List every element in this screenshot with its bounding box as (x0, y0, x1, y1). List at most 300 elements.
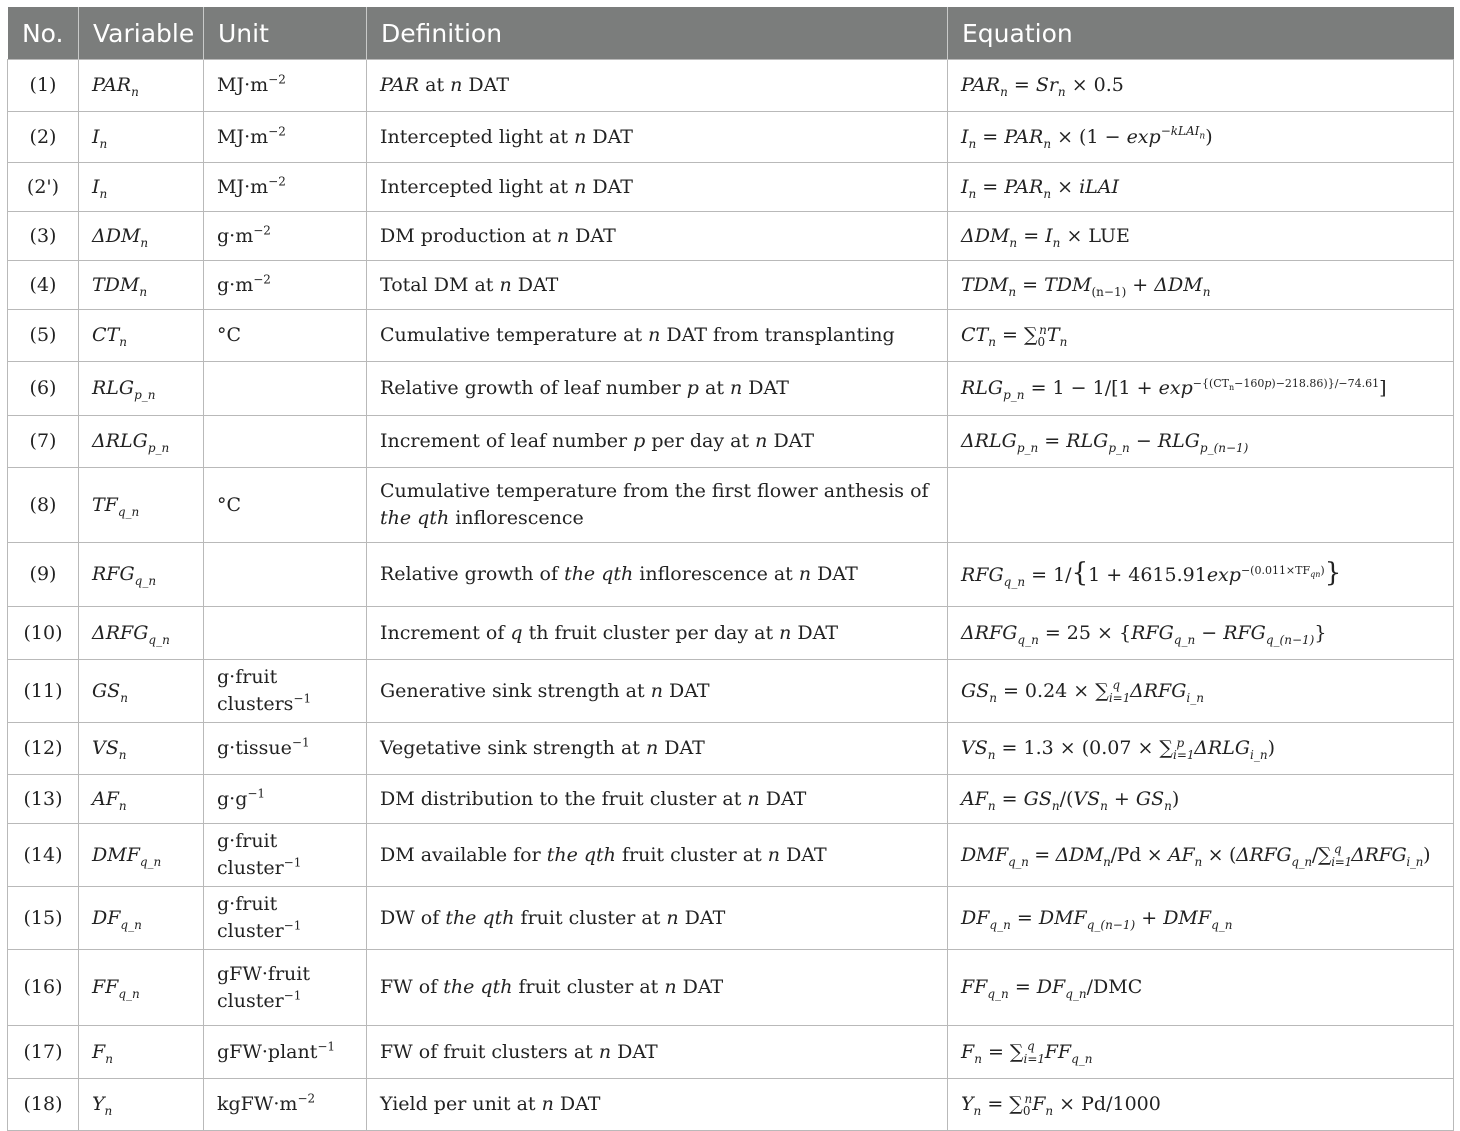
definition-part: DM distribution to the fruit cluster at (380, 787, 748, 810)
definition-part: Relative growth of leaf number (380, 377, 687, 399)
table-row (8, 212, 1454, 261)
equation-part: p_n (1108, 440, 1130, 455)
equation-part: × (1 − (1051, 125, 1127, 148)
equation-part: GS (1023, 787, 1052, 810)
row-number: (7) (8, 416, 79, 468)
variable-subscript: n (139, 284, 148, 299)
row-number: (13) (8, 775, 79, 824)
unit-exponent: −2 (268, 174, 286, 189)
equation-cell (948, 416, 1454, 468)
equation-part: n (1045, 1103, 1054, 1118)
equation-part: n (1039, 322, 1047, 337)
table-row (8, 1079, 1454, 1131)
definition-cell (367, 468, 948, 543)
unit-cell (204, 824, 367, 887)
equation-part: /Pd × (1110, 843, 1169, 866)
equation-cell (948, 60, 1454, 112)
variable-subscript: q_n (118, 986, 140, 1001)
equation-part: n (1052, 235, 1061, 250)
equation-part: = ∑ (981, 1093, 1023, 1115)
definition-cell (367, 887, 948, 950)
row-number: (15) (8, 887, 79, 950)
variable-cell (79, 660, 204, 723)
unit-exponent: −1 (283, 855, 302, 870)
unit-text: g·fruit cluster (217, 830, 284, 879)
variable-cell (79, 887, 204, 950)
equation-part: n (1051, 798, 1060, 813)
equation-part: TDM (961, 273, 1009, 296)
equation-part: GS (961, 679, 990, 702)
definition-part: Generative sink strength at (380, 679, 651, 702)
variable-subscript: n (105, 1051, 113, 1066)
unit-cell (204, 723, 367, 775)
definition-part: n (666, 906, 679, 929)
equation-part: = (976, 125, 1005, 148)
equation-part: RLG (1066, 430, 1109, 452)
equation-part: exp (1206, 564, 1241, 586)
equation-part: n (1043, 136, 1052, 151)
variable-subscript: n (99, 186, 108, 201)
equation-part: q_n (1291, 854, 1312, 869)
equation-part: × LUE (1060, 224, 1130, 247)
equation-part: = (1038, 430, 1067, 452)
equation-part: − (1195, 621, 1224, 644)
equation-part: i=1 (1331, 854, 1352, 869)
unit-cell (204, 163, 367, 212)
unit-cell (204, 1026, 367, 1079)
row-number: (12) (8, 723, 79, 775)
equation-part: GS (1135, 787, 1165, 810)
equation-part: VS (1073, 787, 1101, 810)
definition-cell (367, 660, 948, 723)
variable-subscript: n (118, 747, 127, 762)
equation-cell (948, 1079, 1454, 1131)
equation-part: )−218.86)}/−74.61 (1271, 376, 1380, 390)
definition-part: DM production at (380, 224, 557, 247)
definition-part: p (686, 377, 699, 399)
equation-part: −kLAI (1160, 124, 1200, 139)
definition-part: n (648, 324, 661, 346)
equation-part: n (1059, 334, 1068, 349)
equation-part: ) (1267, 737, 1276, 759)
equation-part: 0 (1037, 334, 1046, 349)
equation-part: × ( (1201, 843, 1237, 866)
variables-table-container (7, 7, 1453, 1131)
equation-part: ] (1379, 377, 1387, 399)
definition-part: DAT (586, 175, 633, 198)
table-row (8, 723, 1454, 775)
variable-cell (79, 723, 204, 775)
equation-part: ΔDM (1055, 843, 1104, 866)
variable-subscript: p_n (134, 387, 156, 402)
row-number: (8) (8, 468, 79, 543)
equation-part: TDM (1044, 273, 1092, 296)
unit-exponent: −1 (317, 1039, 336, 1054)
variable-subscript: p_n (147, 440, 170, 455)
equation-cell (948, 112, 1454, 163)
equation-part: n (1199, 131, 1206, 142)
equation-part: = 1 − 1/[1 + (1024, 377, 1159, 399)
equation-part: n (1100, 798, 1108, 813)
unit-cell (204, 261, 367, 310)
table-row (8, 416, 1454, 468)
table-row (8, 1026, 1454, 1079)
variables-table (7, 7, 1454, 1131)
row-number: (5) (8, 310, 79, 362)
equation-part: = ∑ (981, 1040, 1024, 1063)
equation-part: + (1135, 906, 1164, 929)
definition-part: n (574, 175, 587, 198)
equation-part: × (1051, 175, 1080, 198)
variable-symbol: GS (92, 679, 121, 702)
unit-text: g·g (217, 787, 248, 810)
equation-part: ΔRFG (1351, 843, 1407, 866)
row-number: (2) (8, 112, 79, 163)
header-variable: Variable (79, 7, 204, 60)
definition-part: n (541, 1093, 554, 1115)
equation-cell (948, 607, 1454, 660)
variable-cell (79, 362, 204, 416)
definition-part: DAT (676, 976, 724, 998)
table-row (8, 887, 1454, 950)
unit-cell (204, 416, 367, 468)
definition-part: n (574, 125, 587, 148)
definition-part: Relative growth of (380, 563, 565, 585)
definition-part: DAT from transplanting (660, 324, 895, 346)
equation-part: n (1000, 84, 1008, 99)
equation-part: = (1010, 906, 1039, 929)
equation-part: T (1046, 324, 1060, 346)
equation-part: = (1028, 843, 1056, 866)
definition-part: DAT (462, 74, 510, 96)
variable-subscript: n (99, 136, 108, 151)
unit-exponent: −2 (297, 1091, 316, 1106)
unit-exponent: −1 (283, 988, 302, 1003)
equation-part: p_n (1016, 440, 1039, 455)
definition-part: Increment of (380, 621, 511, 644)
definition-part: Intercepted light at (380, 125, 575, 148)
definition-cell (367, 310, 948, 362)
unit-cell (204, 660, 367, 723)
unit-cell (204, 1079, 367, 1131)
row-number: (18) (8, 1079, 79, 1131)
table-row (8, 607, 1454, 660)
equation-part: n (987, 798, 996, 813)
unit-cell (204, 950, 367, 1026)
equation-part: I (1045, 224, 1053, 247)
definition-part: n (645, 737, 659, 759)
definition-cell (367, 824, 948, 887)
definition-part: DAT (553, 1093, 601, 1115)
variable-cell (79, 60, 204, 112)
equation-part: i=1 (1172, 747, 1195, 762)
definition-part: n (730, 377, 743, 399)
table-row (8, 60, 1454, 112)
definition-part: DAT (780, 843, 827, 866)
definition-part: inflorescence at (633, 563, 799, 585)
row-number: (4) (8, 261, 79, 310)
equation-part: i_n (1250, 747, 1268, 762)
equation-part: ΔRFG (1130, 679, 1187, 702)
equation-part: −(0.011×TF (1240, 563, 1311, 577)
unit-cell (204, 362, 367, 416)
equation-part: ) (1205, 125, 1213, 148)
definition-part: n (755, 430, 768, 452)
row-number: (2') (8, 163, 79, 212)
unit-text: MJ·m (217, 125, 269, 148)
unit-cell (204, 887, 367, 950)
row-number: (9) (8, 543, 79, 607)
equation-part: p_n (1003, 387, 1025, 402)
definition-part: the qth (546, 843, 616, 866)
equation-part: q_n (1003, 574, 1026, 589)
definition-part: n (767, 843, 781, 866)
definition-part: at (419, 74, 451, 96)
variable-subscript: n (104, 1103, 113, 1118)
row-number: (14) (8, 824, 79, 887)
equation-part: q_n (1173, 632, 1196, 647)
definition-part: Total DM at (380, 273, 500, 296)
equation-part: ) (1171, 787, 1180, 810)
equation-part: /DMC (1086, 976, 1143, 998)
definition-part: DAT (611, 1040, 658, 1063)
equation-part: n (1043, 186, 1052, 201)
definition-part: at (698, 377, 731, 399)
unit-exponent: −2 (268, 72, 286, 87)
variable-subscript: q_n (117, 504, 140, 519)
definition-cell (367, 416, 948, 468)
row-number: (10) (8, 607, 79, 660)
equation-part: } (1324, 558, 1342, 588)
equation-part: ΔRLG (961, 430, 1017, 452)
equation-part: FF (961, 976, 988, 998)
equation-part: n (989, 690, 997, 705)
unit-text: g·m (217, 273, 254, 296)
definition-part: n (650, 679, 663, 702)
equation-part: i_n (1406, 854, 1424, 869)
unit-cell (204, 607, 367, 660)
equation-part: { (1119, 621, 1132, 644)
equation-part: I (961, 125, 969, 148)
equation-part: q (1027, 1039, 1035, 1054)
variable-subscript: n (131, 84, 139, 99)
equation-part: i=1 (1108, 690, 1131, 705)
equation-part: p (1264, 376, 1272, 390)
definition-part: PAR (380, 74, 420, 96)
equation-part: AF (961, 787, 988, 810)
equation-part: = ∑ (995, 324, 1038, 346)
equation-part: I (961, 175, 969, 198)
equation-part: n (1202, 284, 1211, 299)
definition-cell (367, 543, 948, 607)
table-row (8, 950, 1454, 1026)
equation-cell (948, 887, 1454, 950)
equation-cell (948, 261, 1454, 310)
equation-part: CT (961, 324, 989, 346)
equation-part: q_n (1017, 632, 1039, 647)
header-unit: Unit (204, 7, 367, 60)
equation-part: = (1007, 74, 1036, 96)
definition-part: Vegetative sink strength at (380, 737, 646, 759)
header-no: No. (8, 7, 79, 60)
equation-part: /( (1059, 787, 1074, 810)
equation-part: RFG (1223, 621, 1266, 644)
equation-part: × 0.5 (1065, 74, 1124, 96)
equation-part: ΔDM (1154, 273, 1203, 296)
equation-cell (948, 824, 1454, 887)
definition-part: the qth (564, 563, 634, 585)
variable-symbol: RFG (92, 563, 135, 585)
header-definition: Definition (367, 7, 948, 60)
equation-part: n (1164, 798, 1172, 813)
variable-subscript: n (120, 690, 128, 705)
equation-part: { (1071, 558, 1089, 588)
variable-cell (79, 163, 204, 212)
equation-part: −{(CT (1192, 376, 1229, 390)
definition-part: Intercepted light at (380, 175, 575, 198)
equation-part: n (988, 334, 996, 349)
definition-cell (367, 950, 948, 1026)
unit-text: MJ·m (217, 74, 269, 96)
unit-text: °C (217, 493, 242, 516)
equation-part: PAR (961, 74, 1001, 96)
definition-part: th fruit cluster per day at (522, 621, 780, 644)
equation-part: RFG (1131, 621, 1174, 644)
equation-cell (948, 950, 1454, 1026)
definition-part: inflorescence (449, 507, 584, 529)
equation-part: n (1194, 854, 1202, 869)
definition-part: Cumulative temperature at (380, 324, 649, 346)
equation-cell (948, 775, 1454, 824)
unit-text: gFW·fruit cluster (217, 962, 310, 1012)
table-body (8, 60, 1454, 1131)
equation-part: q_n (1065, 986, 1087, 1001)
variable-symbol: TDM (92, 273, 140, 296)
equation-part: = (1017, 224, 1046, 247)
table-row (8, 824, 1454, 887)
equation-part: RFG (961, 564, 1004, 586)
equation-part: Sr (1035, 74, 1058, 96)
definition-part: Cumulative temperature from the first flower anthesis of (380, 480, 929, 502)
table-row (8, 310, 1454, 362)
equation-part: exp (1158, 377, 1193, 399)
equation-part: p (1176, 735, 1185, 750)
definition-part: fruit cluster at (615, 843, 768, 866)
variable-symbol: F (92, 1040, 106, 1063)
variable-cell (79, 1026, 204, 1079)
definition-part: DAT (662, 679, 710, 702)
equation-part: q_n (1007, 854, 1029, 869)
equation-part: n (1009, 235, 1018, 250)
definition-part: n (556, 224, 570, 247)
equation-part: = 25 × (1038, 621, 1119, 644)
variable-cell (79, 212, 204, 261)
equation-part: = 1.3 × (0.07 × ∑ (995, 737, 1173, 759)
definition-part: fruit cluster at (512, 976, 665, 998)
equation-part: DMF (1163, 906, 1212, 929)
definition-part: DAT (586, 125, 633, 148)
equation-cell (948, 310, 1454, 362)
table-row (8, 468, 1454, 543)
header-row (8, 7, 1454, 60)
equation-part: + (1107, 787, 1136, 810)
header-equation: Equation (948, 7, 1454, 60)
unit-cell (204, 543, 367, 607)
equation-part: VS (961, 737, 988, 759)
equation-cell (948, 543, 1454, 607)
variable-cell (79, 416, 204, 468)
variable-symbol: ΔRLG (92, 430, 148, 452)
equation-part: DMF (1038, 906, 1087, 929)
variable-symbol: ΔRFG (92, 621, 149, 644)
equation-part: = (1008, 976, 1037, 998)
table-row (8, 660, 1454, 723)
definition-part: DM available for (380, 843, 547, 866)
variable-symbol: I (92, 125, 100, 148)
variable-symbol: CT (92, 324, 120, 346)
equation-part: q (1112, 678, 1121, 693)
table-row (8, 112, 1454, 163)
equation-part: PAR (1004, 175, 1044, 198)
variable-cell (79, 775, 204, 824)
definition-part: DAT (742, 377, 789, 399)
equation-part: = (995, 787, 1024, 810)
definition-cell (367, 723, 948, 775)
equation-part: ΔDM (961, 224, 1010, 247)
unit-cell (204, 60, 367, 112)
equation-part: q_(n−1) (1086, 917, 1136, 932)
definition-cell (367, 1026, 948, 1079)
definition-part: n (450, 74, 463, 96)
unit-exponent: −2 (253, 272, 271, 287)
equation-part: q_n (987, 986, 1009, 1001)
equation-part: i_n (1186, 690, 1204, 705)
row-number: (11) (8, 660, 79, 723)
equation-part: n (968, 136, 977, 151)
unit-text: MJ·m (217, 175, 269, 198)
row-number: (16) (8, 950, 79, 1026)
definition-part: FW of fruit clusters at (380, 1040, 599, 1063)
variable-subscript: q_n (139, 854, 162, 869)
variable-cell (79, 950, 204, 1026)
definition-cell (367, 607, 948, 660)
equation-part: n (987, 747, 996, 762)
equation-part: = (1016, 273, 1045, 296)
definition-part: p (633, 430, 646, 452)
variable-symbol: I (92, 175, 100, 198)
equation-part: /∑ (1311, 843, 1332, 866)
unit-exponent: −2 (268, 124, 286, 139)
definition-part: the qth (443, 976, 513, 998)
equation-part: n (1103, 854, 1111, 869)
equation-part: n (1229, 382, 1235, 392)
variable-cell (79, 112, 204, 163)
equation-part: q_(n−1) (1265, 632, 1315, 647)
variable-cell (79, 607, 204, 660)
variable-subscript: q_n (134, 573, 157, 588)
equation-part: FF (1044, 1040, 1072, 1063)
equation-part: q_n (989, 917, 1011, 932)
variable-symbol: RLG (92, 377, 135, 399)
equation-part: n (1057, 84, 1066, 99)
equation-part: ΔRLG (1194, 737, 1251, 759)
equation-part: n (968, 186, 977, 201)
variable-subscript: n (118, 798, 127, 813)
row-number: (6) (8, 362, 79, 416)
equation-part: } (1314, 621, 1327, 644)
table-row (8, 775, 1454, 824)
unit-text: °C (217, 324, 242, 346)
